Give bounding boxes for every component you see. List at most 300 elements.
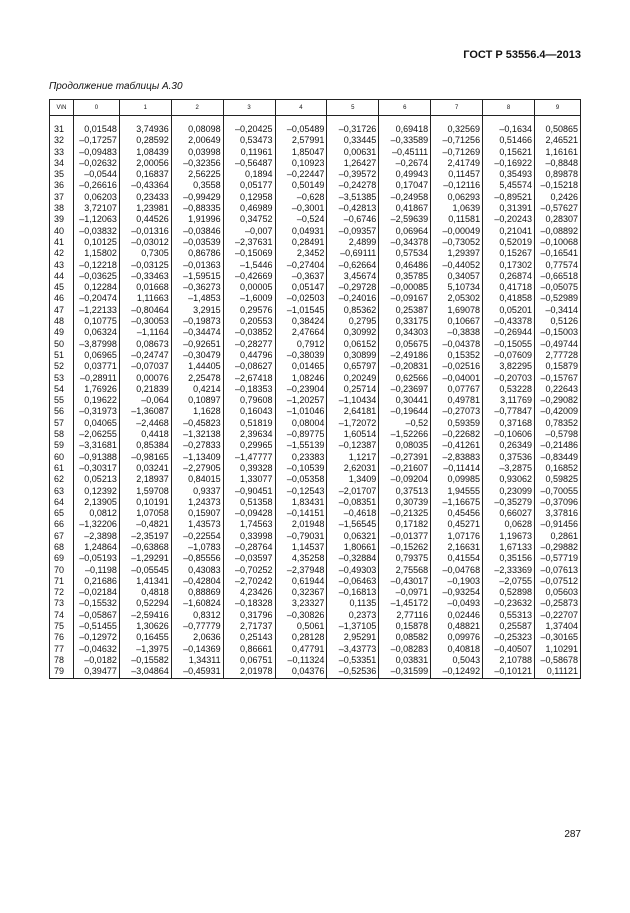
table-cell: –2,27905 <box>171 463 223 474</box>
table-cell: 0,32367 <box>275 587 327 598</box>
table-cell: 0,16837 <box>119 169 171 180</box>
table-cell: –2,35197 <box>119 531 171 542</box>
table-cell: –0,31973 <box>73 406 119 417</box>
row-number-cell: 74 <box>50 610 74 621</box>
table-cell: –0,27391 <box>379 452 431 463</box>
table-cell: 2,25478 <box>171 373 223 384</box>
table-cell: 0,10897 <box>171 395 223 406</box>
table-cell: –1,20257 <box>275 395 327 406</box>
table-cell: 0,59825 <box>534 474 580 485</box>
table-cell: 0,30739 <box>379 497 431 508</box>
table-cell: –3,87998 <box>73 339 119 350</box>
table-cell: 0,34057 <box>431 271 483 282</box>
table-cell: 0,03831 <box>379 655 431 666</box>
table-cell: –0,91456 <box>534 519 580 530</box>
table-cell: –0,05489 <box>275 124 327 135</box>
table-row <box>50 192 581 203</box>
table-cell: 0,05603 <box>534 587 580 598</box>
table-cell: –0,20703 <box>483 373 535 384</box>
table-cell: 0,28307 <box>534 214 580 225</box>
table-cell: 0,21041 <box>483 226 535 237</box>
table-cell: –0,10121 <box>483 666 535 678</box>
table-cell: –0,05867 <box>73 610 119 621</box>
row-number-cell: 52 <box>50 361 74 372</box>
table-cell: 0,17182 <box>379 519 431 530</box>
table-cell: –0,42669 <box>223 271 275 282</box>
table-cell: –0,10606 <box>483 429 535 440</box>
table-cell: –0,21486 <box>534 440 580 451</box>
table-cell: 0,37536 <box>483 452 535 463</box>
table-cell: –0,32884 <box>327 553 379 564</box>
table-cell: –0,39572 <box>327 169 379 180</box>
table-cell: 2,10788 <box>483 655 535 666</box>
table-cell: 0,21839 <box>119 384 171 395</box>
row-number-cell: 77 <box>50 644 74 655</box>
table-cell: –0,89775 <box>275 429 327 440</box>
table-cell: 1,07058 <box>119 508 171 519</box>
table-cell: 2,4899 <box>327 237 379 248</box>
table-cell: 0,30899 <box>327 350 379 361</box>
table-cell: 2,39634 <box>223 429 275 440</box>
row-number-cell: 37 <box>50 192 74 203</box>
table-caption: Продолжение таблицы А.30 <box>49 81 183 92</box>
table-cell: –2,4468 <box>119 418 171 429</box>
table-cell: 0,21686 <box>73 576 119 587</box>
table-cell: –0,03832 <box>73 226 119 237</box>
table-cell: 2,01948 <box>275 519 327 530</box>
table-cell: –1,01046 <box>275 406 327 417</box>
table-cell: –0,56487 <box>223 158 275 169</box>
table-cell: –0,24278 <box>327 180 379 191</box>
table-cell: 0,86786 <box>171 248 223 259</box>
table-cell: –0,3414 <box>534 305 580 316</box>
table-cell: –0,02516 <box>431 361 483 372</box>
column-header: 9 <box>534 100 580 116</box>
table-cell: –0,03852 <box>223 327 275 338</box>
table-cell: –0,11414 <box>431 463 483 474</box>
row-number-cell: 61 <box>50 463 74 474</box>
table-cell: 0,49943 <box>379 169 431 180</box>
table-row <box>50 180 581 191</box>
table-cell: 1,80661 <box>327 542 379 553</box>
table-cell: 0,12958 <box>223 192 275 203</box>
table-cell: –0,49744 <box>534 339 580 350</box>
column-header: 3 <box>223 100 275 116</box>
table-cell: –0,19644 <box>379 406 431 417</box>
row-number-cell: 46 <box>50 293 74 304</box>
table-cell: –0,1634 <box>483 124 535 135</box>
table-cell: –1,1164 <box>119 327 171 338</box>
table-cell: 0,00005 <box>223 282 275 293</box>
table-cell: –0,23904 <box>275 384 327 395</box>
table-cell: 1,24864 <box>73 542 119 553</box>
table-cell: 0,06152 <box>327 339 379 350</box>
table-cell: –0,24958 <box>379 192 431 203</box>
table-cell: –1,55139 <box>275 440 327 451</box>
table-cell: –0,00085 <box>379 282 431 293</box>
table-cell: –0,18353 <box>223 384 275 395</box>
table-cell: –0,10539 <box>275 463 327 474</box>
table-cell: –0,16922 <box>483 158 535 169</box>
table-cell: 0,2795 <box>327 316 379 327</box>
table-cell: –0,0493 <box>431 598 483 609</box>
table-cell: –0,05193 <box>73 553 119 564</box>
table-cell: –0,18328 <box>223 598 275 609</box>
table-cell: –0,91388 <box>73 452 119 463</box>
table-cell: –0,89521 <box>483 192 535 203</box>
table-cell: 0,03241 <box>119 463 171 474</box>
table-row <box>50 361 581 372</box>
table-cell: 0,62566 <box>379 373 431 384</box>
table-row <box>50 632 581 643</box>
table-cell: 0,05675 <box>379 339 431 350</box>
table-cell: 0,01548 <box>73 124 119 135</box>
row-number-cell: 36 <box>50 180 74 191</box>
table-cell: –0,26616 <box>73 180 119 191</box>
row-number-cell: 51 <box>50 350 74 361</box>
table-cell: –0,15582 <box>119 655 171 666</box>
table-cell: 0,16043 <box>223 406 275 417</box>
table-cell: –0,1903 <box>431 576 483 587</box>
table-cell: –0,49303 <box>327 565 379 576</box>
table-cell: 0,8312 <box>171 610 223 621</box>
table-cell: 0,15621 <box>483 147 535 158</box>
table-cell: –0,03539 <box>171 237 223 248</box>
table-cell: –0,45111 <box>379 147 431 158</box>
table-cell: 1,43573 <box>171 519 223 530</box>
table-cell: 0,4214 <box>171 384 223 395</box>
table-cell: 0,0812 <box>73 508 119 519</box>
table-cell: 0,07767 <box>431 384 483 395</box>
table-cell: –0,66518 <box>534 271 580 282</box>
table-cell: –0,40507 <box>483 644 535 655</box>
table-cell: –0,43378 <box>483 316 535 327</box>
table-cell: –2,3898 <box>73 531 119 542</box>
table-cell: 2,0636 <box>171 632 223 643</box>
table-cell: 1,34311 <box>171 655 223 666</box>
table-cell: –0,52536 <box>327 666 379 678</box>
table-cell: –0,27404 <box>275 260 327 271</box>
row-number-cell: 32 <box>50 135 74 146</box>
table-cell: –0,03846 <box>171 226 223 237</box>
table-cell: 1,30626 <box>119 621 171 632</box>
table-cell: 0,39477 <box>73 666 119 678</box>
column-header: 4 <box>275 100 327 116</box>
table-cell: 0,10191 <box>119 497 171 508</box>
column-header: 5 <box>327 100 379 116</box>
table-cell: 0,01668 <box>119 282 171 293</box>
table-cell: 1,74563 <box>223 519 275 530</box>
table-cell: –0,16813 <box>327 587 379 598</box>
table-cell: 0,79375 <box>379 553 431 564</box>
table-cell: 0,79608 <box>223 395 275 406</box>
table-cell: –2,06255 <box>73 429 119 440</box>
table-cell: –0,88335 <box>171 203 223 214</box>
table-cell: 0,5043 <box>431 655 483 666</box>
table-cell: 0,46486 <box>379 260 431 271</box>
table-cell: 0,69418 <box>379 124 431 135</box>
table-cell: –0,33589 <box>379 135 431 146</box>
table-cell: 0,59359 <box>431 418 483 429</box>
table-cell: –0,17257 <box>73 135 119 146</box>
table-cell: 4,23426 <box>223 587 275 598</box>
table-cell: –0,52989 <box>534 293 580 304</box>
table-cell: 0,01465 <box>275 361 327 372</box>
table-cell: –0,30826 <box>275 610 327 621</box>
table-cell: 1,94555 <box>431 486 483 497</box>
table-cell: 3,72107 <box>73 203 119 214</box>
table-row <box>50 565 581 576</box>
table-cell: 0,51819 <box>223 418 275 429</box>
row-number-cell: 56 <box>50 406 74 417</box>
table-cell: –0,2674 <box>379 158 431 169</box>
table-cell: 0,15907 <box>171 508 223 519</box>
table-cell: –0,24016 <box>327 293 379 304</box>
table-cell: 0,09985 <box>431 474 483 485</box>
row-number-cell: 44 <box>50 271 74 282</box>
table-cell: –0,10068 <box>534 237 580 248</box>
table-cell: 0,1135 <box>327 598 379 609</box>
table-cell: –0,02632 <box>73 158 119 169</box>
table-cell: –1,52266 <box>379 429 431 440</box>
table-cell: –1,12063 <box>73 214 119 225</box>
table-cell: 0,11581 <box>431 214 483 225</box>
table-cell: –0,71256 <box>431 135 483 146</box>
table-cell: 0,47791 <box>275 644 327 655</box>
row-number-cell: 63 <box>50 486 74 497</box>
table-row <box>50 169 581 180</box>
table-cell: –0,36273 <box>171 282 223 293</box>
table-cell: 0,28128 <box>275 632 327 643</box>
table-row <box>50 293 581 304</box>
table-cell: –0,16541 <box>534 248 580 259</box>
table-cell: 2,00056 <box>119 158 171 169</box>
table-cell: –0,52 <box>379 418 431 429</box>
table-row <box>50 237 581 248</box>
table-cell: –2,33369 <box>483 565 535 576</box>
table-cell: –2,70242 <box>223 576 275 587</box>
table-cell: 0,55313 <box>483 610 535 621</box>
table-cell: 1,19673 <box>483 531 535 542</box>
table-cell: 0,33998 <box>223 531 275 542</box>
table-row <box>50 497 581 508</box>
table-cell: 0,15352 <box>431 350 483 361</box>
table-cell: 0,23383 <box>275 452 327 463</box>
table-cell: –2,59639 <box>379 214 431 225</box>
table-cell: 1,29397 <box>431 248 483 259</box>
table-cell: 3,37816 <box>534 508 580 519</box>
table-cell: 0,7305 <box>119 248 171 259</box>
table-cell: 0,77574 <box>534 260 580 271</box>
table-row <box>50 429 581 440</box>
table-cell: 0,51466 <box>483 135 535 146</box>
table-row <box>50 553 581 564</box>
table-cell: 0,06293 <box>431 192 483 203</box>
table-cell: 0,25143 <box>223 632 275 643</box>
table-cell: –0,30165 <box>534 632 580 643</box>
table-cell: –0,92651 <box>171 339 223 350</box>
table-cell: 0,38424 <box>275 316 327 327</box>
table-cell: –0,29082 <box>534 395 580 406</box>
table-row <box>50 666 581 678</box>
table-cell: –0,15069 <box>223 248 275 259</box>
table-cell: 2,41749 <box>431 158 483 169</box>
table-cell: –0,628 <box>275 192 327 203</box>
table-cell: 0,05201 <box>483 305 535 316</box>
table-cell: 0,29965 <box>223 440 275 451</box>
table-cell: –1,60824 <box>171 598 223 609</box>
table-cell: 1,11663 <box>119 293 171 304</box>
table-cell: –0,08627 <box>223 361 275 372</box>
table-cell: –0,12218 <box>73 260 119 271</box>
table-cell: –0,15218 <box>534 180 580 191</box>
table-cell: 1,60514 <box>327 429 379 440</box>
table-cell: 0,31796 <box>223 610 275 621</box>
row-number-cell: 70 <box>50 565 74 576</box>
table-cell: 0,12284 <box>73 282 119 293</box>
table-cell: 1,10291 <box>534 644 580 655</box>
table-row <box>50 406 581 417</box>
row-number-cell: 45 <box>50 282 74 293</box>
table-cell: 1,37404 <box>534 621 580 632</box>
table-cell: –0,04378 <box>431 339 483 350</box>
table-cell: 0,89878 <box>534 169 580 180</box>
table-cell: –0,15767 <box>534 373 580 384</box>
table-cell: –0,45823 <box>171 418 223 429</box>
table-cell: 0,17047 <box>379 180 431 191</box>
table-cell: –2,67418 <box>223 373 275 384</box>
table-cell: –3,2875 <box>483 463 535 474</box>
column-header: 0 <box>73 100 119 116</box>
table-row <box>50 226 581 237</box>
table-row <box>50 576 581 587</box>
table-cell: –1,0783 <box>171 542 223 553</box>
table-cell: 0,29576 <box>223 305 275 316</box>
table-cell: 0,2426 <box>534 192 580 203</box>
row-number-cell: 43 <box>50 260 74 271</box>
table-cell: –0,14369 <box>171 644 223 655</box>
table-cell: 0,3558 <box>171 180 223 191</box>
table-cell: –0,45931 <box>171 666 223 678</box>
table-cell: 0,45271 <box>431 519 483 530</box>
table-cell: –1,01545 <box>275 305 327 316</box>
table-cell: –0,05358 <box>275 474 327 485</box>
table-cell: –0,30317 <box>73 463 119 474</box>
table-cell: 0,85362 <box>327 305 379 316</box>
table-cell: –0,07512 <box>534 576 580 587</box>
table-cell: –1,47777 <box>223 452 275 463</box>
row-number-cell: 48 <box>50 316 74 327</box>
table-row <box>50 587 581 598</box>
table-cell: 0,00631 <box>327 147 379 158</box>
table-cell: –0,99429 <box>171 192 223 203</box>
table-cell: –0,08283 <box>379 644 431 655</box>
table-cell: –0,07613 <box>534 565 580 576</box>
column-header: 2 <box>171 100 223 116</box>
table-cell: 0,05177 <box>223 180 275 191</box>
table-cell: –0,22682 <box>431 429 483 440</box>
row-number-cell: 50 <box>50 339 74 350</box>
row-number-cell: 41 <box>50 237 74 248</box>
table-cell: 0,11121 <box>534 666 580 678</box>
table-cell: –1,59515 <box>171 271 223 282</box>
table-cell: 0,43083 <box>171 565 223 576</box>
table-cell: 1,14537 <box>275 542 327 553</box>
table-cell: 1,33077 <box>223 474 275 485</box>
table-cell: 0,84015 <box>171 474 223 485</box>
table-cell: –3,04864 <box>119 666 171 678</box>
table-cell: –0,08351 <box>327 497 379 508</box>
table-cell: 1,23981 <box>119 203 171 214</box>
table-cell: –0,03125 <box>119 260 171 271</box>
table-cell: 0,46989 <box>223 203 275 214</box>
table-cell: –1,4853 <box>171 293 223 304</box>
table-cell: –0,12543 <box>275 486 327 497</box>
table-cell: 0,34303 <box>379 327 431 338</box>
table-cell: –0,70055 <box>534 486 580 497</box>
table-row <box>50 395 581 406</box>
table-cell: 0,06751 <box>223 655 275 666</box>
table-cell: 1,67133 <box>483 542 535 553</box>
table-cell: 0,52898 <box>483 587 535 598</box>
table-cell: 2,77728 <box>534 350 580 361</box>
table-cell: 0,28592 <box>119 135 171 146</box>
row-number-cell: 31 <box>50 124 74 135</box>
table-cell: 0,4418 <box>119 429 171 440</box>
table-cell: 2,71737 <box>223 621 275 632</box>
table-cell: –0,85556 <box>171 553 223 564</box>
table-cell: 0,57534 <box>379 248 431 259</box>
table-cell: 2,64181 <box>327 406 379 417</box>
table-row <box>50 463 581 474</box>
table-cell: –0,03625 <box>73 271 119 282</box>
table-cell: –1,36087 <box>119 406 171 417</box>
table-cell: –2,59416 <box>119 610 171 621</box>
table-cell: –0,70252 <box>223 565 275 576</box>
table-row <box>50 508 581 519</box>
document-standard-header: ГОСТ Р 53556.4—2013 <box>463 49 581 61</box>
table-cell: 0,04065 <box>73 418 119 429</box>
table-cell: –0,22447 <box>275 169 327 180</box>
table-cell: –0,58678 <box>534 655 580 666</box>
row-number-cell: 42 <box>50 248 74 259</box>
table-cell: 3,82295 <box>483 361 535 372</box>
table-cell: –0,27833 <box>171 440 223 451</box>
table-cell: 2,62031 <box>327 463 379 474</box>
table-cell: –0,77779 <box>171 621 223 632</box>
row-number-cell: 57 <box>50 418 74 429</box>
table-cell: 0,53228 <box>483 384 535 395</box>
table-cell: –0,57627 <box>534 203 580 214</box>
table-cell: –0,41261 <box>431 440 483 451</box>
table-cell: 2,47664 <box>275 327 327 338</box>
row-number-cell: 60 <box>50 452 74 463</box>
table-cell: 0,19622 <box>73 395 119 406</box>
table-cell: 2,16631 <box>431 542 483 553</box>
table-cell: –0,12492 <box>431 666 483 678</box>
table-cell: –0,0182 <box>73 655 119 666</box>
row-number-cell: 72 <box>50 587 74 598</box>
table-cell: 0,09976 <box>431 632 483 643</box>
table-cell: –0,03012 <box>119 237 171 248</box>
table-row <box>50 519 581 530</box>
table-cell: –0,69111 <box>327 248 379 259</box>
table-cell: 1,08246 <box>275 373 327 384</box>
table-cell: 0,66027 <box>483 508 535 519</box>
table-cell: 0,45456 <box>431 508 483 519</box>
table-cell: –0,31599 <box>379 666 431 678</box>
table-cell: 2,95291 <box>327 632 379 643</box>
